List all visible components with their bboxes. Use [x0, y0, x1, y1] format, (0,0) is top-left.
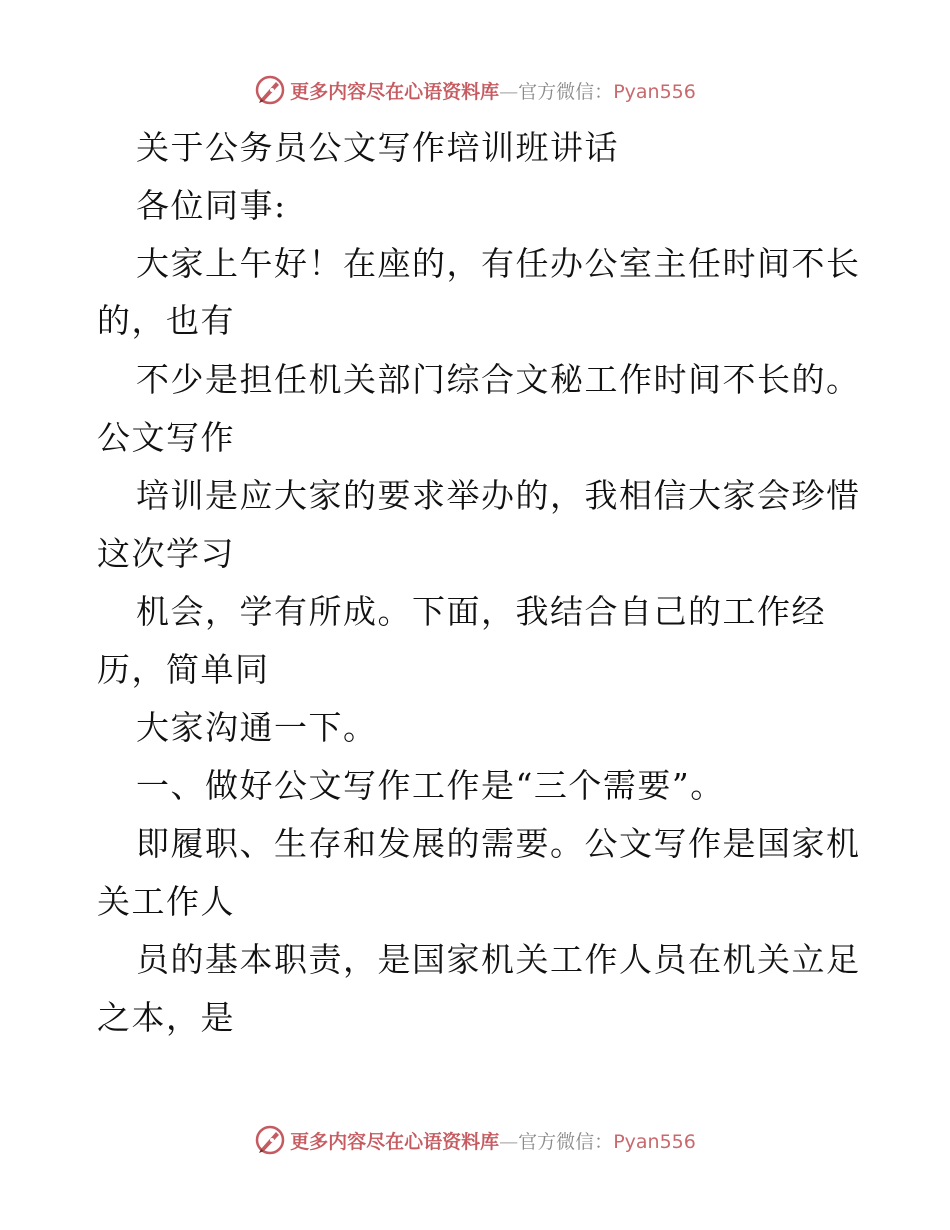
paragraph-line: 即履职、生存和发展的需要。公文写作是国家机 — [136, 824, 861, 863]
paragraph-line: 机会，学有所成。下面，我结合自己的工作经 — [136, 592, 826, 631]
banner-text — [290, 1127, 696, 1154]
pen-logo-icon — [254, 1124, 286, 1156]
paragraph-line: 公文写作 — [97, 418, 235, 457]
paragraph-line: 培训是应大家的要求举办的，我相信大家会珍惜 — [136, 476, 861, 515]
banner-label: 更多内容尽在心语资料库 — [290, 1130, 500, 1153]
pen-logo-icon — [254, 74, 286, 106]
salutation: 各位同事: — [136, 186, 287, 225]
paragraph-line: 历，简单同 — [97, 650, 270, 689]
banner-text — [290, 77, 696, 104]
paragraph-line: 的，也有 — [97, 301, 235, 340]
header-watermark-banner — [0, 70, 950, 110]
paragraph-line: 不少是担任机关部门综合文秘工作时间不长的。 — [136, 360, 861, 399]
paragraph-line: 大家沟通一下。 — [136, 708, 378, 747]
section-heading: 一、做好公文写作工作是“三个需要”。 — [136, 766, 725, 805]
banner-wechat-label: 官方微信： — [518, 1130, 614, 1153]
banner-dash: — — [499, 80, 519, 103]
document-title: 关于公务员公文写作培训班讲话 — [136, 128, 619, 167]
paragraph-line: 大家上午好！在座的，有任办公室主任时间不长 — [136, 244, 861, 283]
paragraph-line: 员的基本职责，是国家机关工作人员在机关立足 — [136, 940, 861, 979]
footer-watermark-banner — [0, 1120, 950, 1160]
paragraph-line: 之本，是 — [97, 998, 235, 1037]
paragraph-line: 这次学习 — [97, 534, 235, 573]
paragraph-line: 关工作人 — [97, 882, 235, 921]
banner-dash: — — [499, 1130, 519, 1153]
banner-label: 更多内容尽在心语资料库 — [290, 80, 500, 103]
banner-wechat-handle: Pyan556 — [613, 1130, 696, 1153]
banner-wechat-handle: Pyan556 — [613, 80, 696, 103]
banner-wechat-label: 官方微信： — [518, 80, 614, 103]
